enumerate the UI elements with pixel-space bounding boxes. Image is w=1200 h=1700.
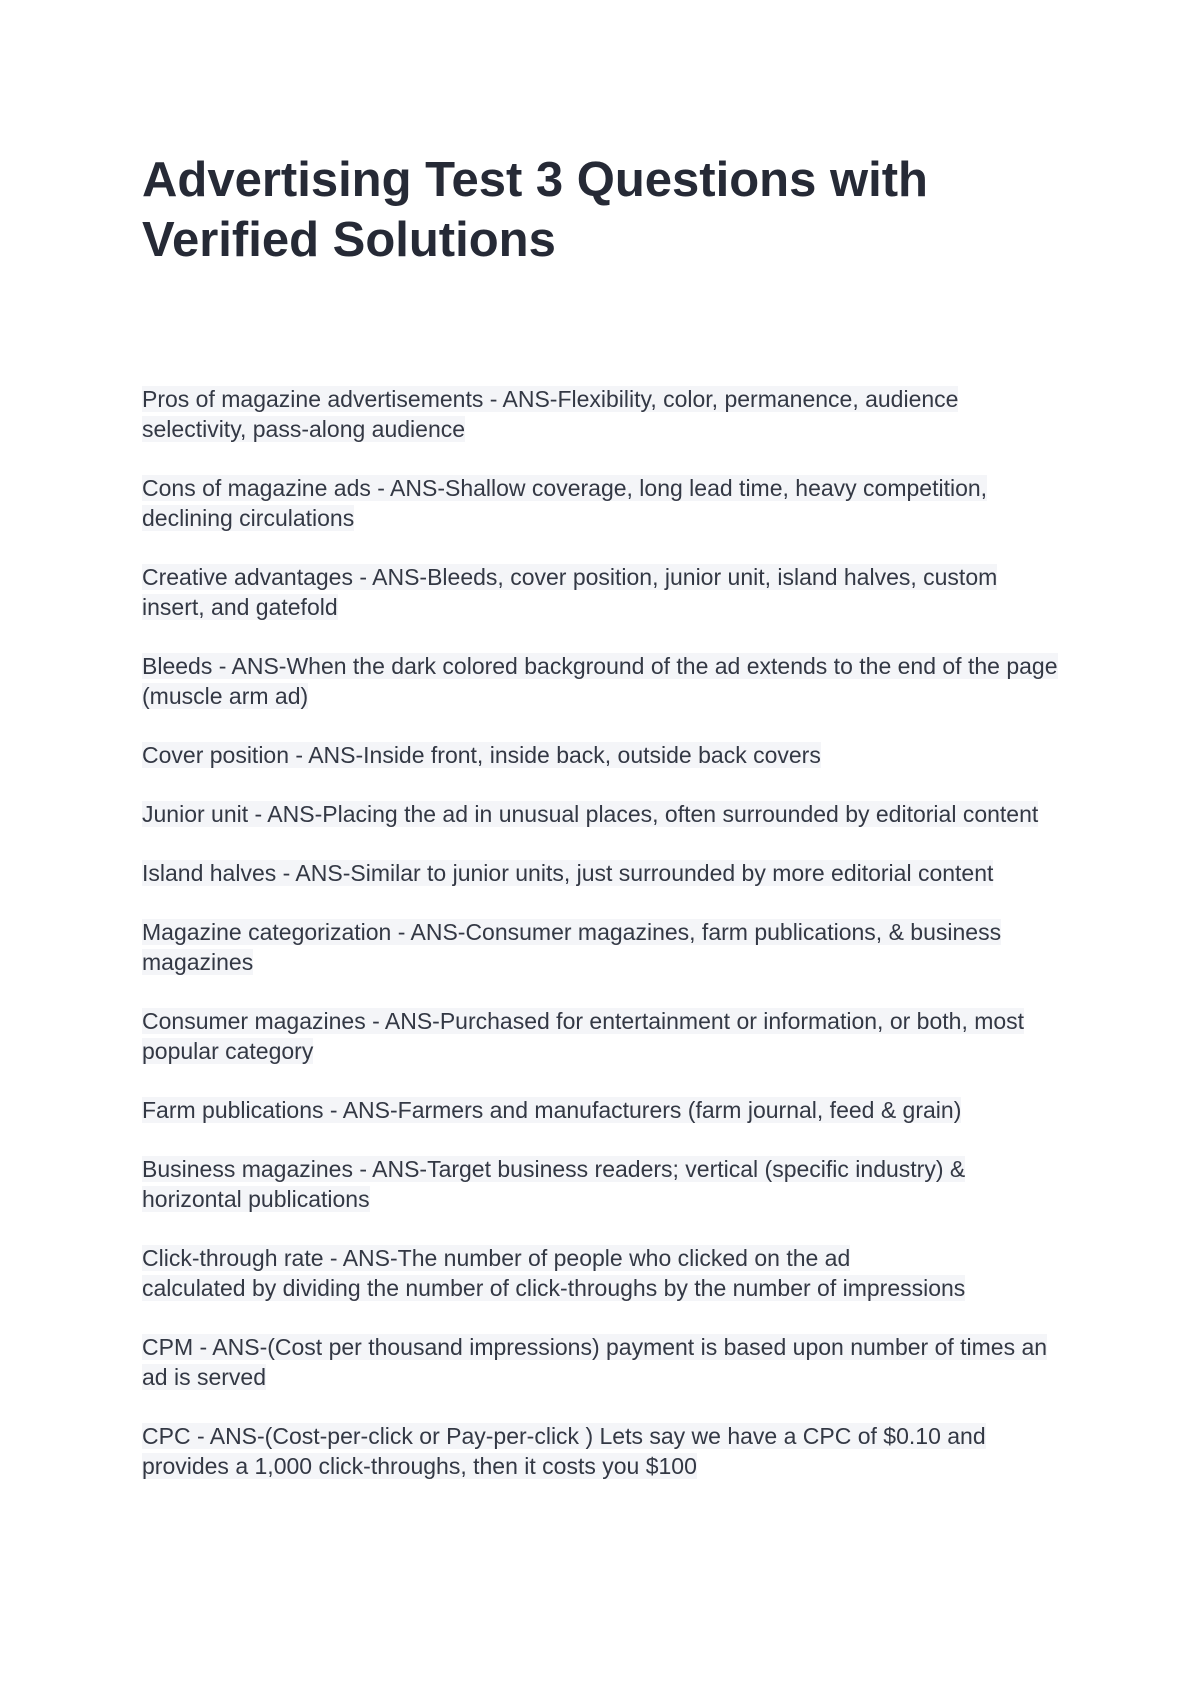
qa-item-13 bbox=[142, 1332, 1062, 1392]
qa-text: Farm publications - ANS-Farmers and manufacturers (farm journal, feed & grain) bbox=[142, 1097, 962, 1123]
qa-item-12 bbox=[142, 1243, 1062, 1303]
qa-text: Island halves - ANS-Similar to junior units, just surrounded by more editorial content bbox=[142, 860, 994, 886]
qa-text: Cons of magazine ads - ANS-Shallow coverage, long lead time, heavy competition, declining circulations bbox=[142, 475, 988, 531]
qa-text: Cover position - ANS-Inside front, inside back, outside back covers bbox=[142, 742, 821, 768]
qa-text: Consumer magazines - ANS-Purchased for entertainment or information, or both, most popular category bbox=[142, 1008, 1025, 1064]
qa-item-10 bbox=[142, 1095, 1062, 1125]
qa-item-14 bbox=[142, 1421, 1062, 1481]
qa-item-6 bbox=[142, 799, 1062, 829]
qa-text: Bleeds - ANS-When the dark colored background of the ad extends to the end of the page (muscle arm ad) bbox=[142, 653, 1058, 709]
qa-text: Junior unit - ANS-Placing the ad in unusual places, often surrounded by editorial content bbox=[142, 801, 1039, 827]
document-title: Advertising Test 3 Questions with Verified Solutions bbox=[142, 153, 928, 267]
qa-text: Magazine categorization - ANS-Consumer magazines, farm publications, & business magazines bbox=[142, 919, 1002, 975]
qa-item-11 bbox=[142, 1154, 1062, 1214]
qa-text: CPC - ANS-(Cost-per-click or Pay-per-click ) Lets say we have a CPC of $0.10 and provides a 1,000 click-throughs, then it costs you $100 bbox=[142, 1423, 986, 1479]
qa-item-9 bbox=[142, 1006, 1062, 1066]
qa-text: CPM - ANS-(Cost per thousand impressions) payment is based upon number of times an ad is served bbox=[142, 1334, 1048, 1390]
qa-item-3 bbox=[142, 562, 1062, 622]
qa-text: Pros of magazine advertisements - ANS-Flexibility, color, permanence, audience selectivity, pass-along audience bbox=[142, 386, 959, 442]
qa-text: Creative advantages - ANS-Bleeds, cover position, junior unit, island halves, custom insert, and gatefold bbox=[142, 564, 998, 620]
qa-item-8 bbox=[142, 917, 1062, 977]
qa-item-4 bbox=[142, 651, 1062, 711]
qa-text: Click-through rate - ANS-The number of people who clicked on the ad calculated by dividing the number of click-throughs by the number of impressions bbox=[142, 1245, 966, 1301]
qa-text: Business magazines - ANS-Target business readers; vertical (specific industry) & horizontal publications bbox=[142, 1156, 966, 1212]
qa-item-2 bbox=[142, 473, 1062, 533]
qa-list bbox=[142, 384, 1062, 1481]
document-page bbox=[142, 150, 1062, 1510]
qa-item-5 bbox=[142, 740, 1062, 770]
qa-item-1 bbox=[142, 384, 1062, 444]
qa-item-7 bbox=[142, 858, 1062, 888]
